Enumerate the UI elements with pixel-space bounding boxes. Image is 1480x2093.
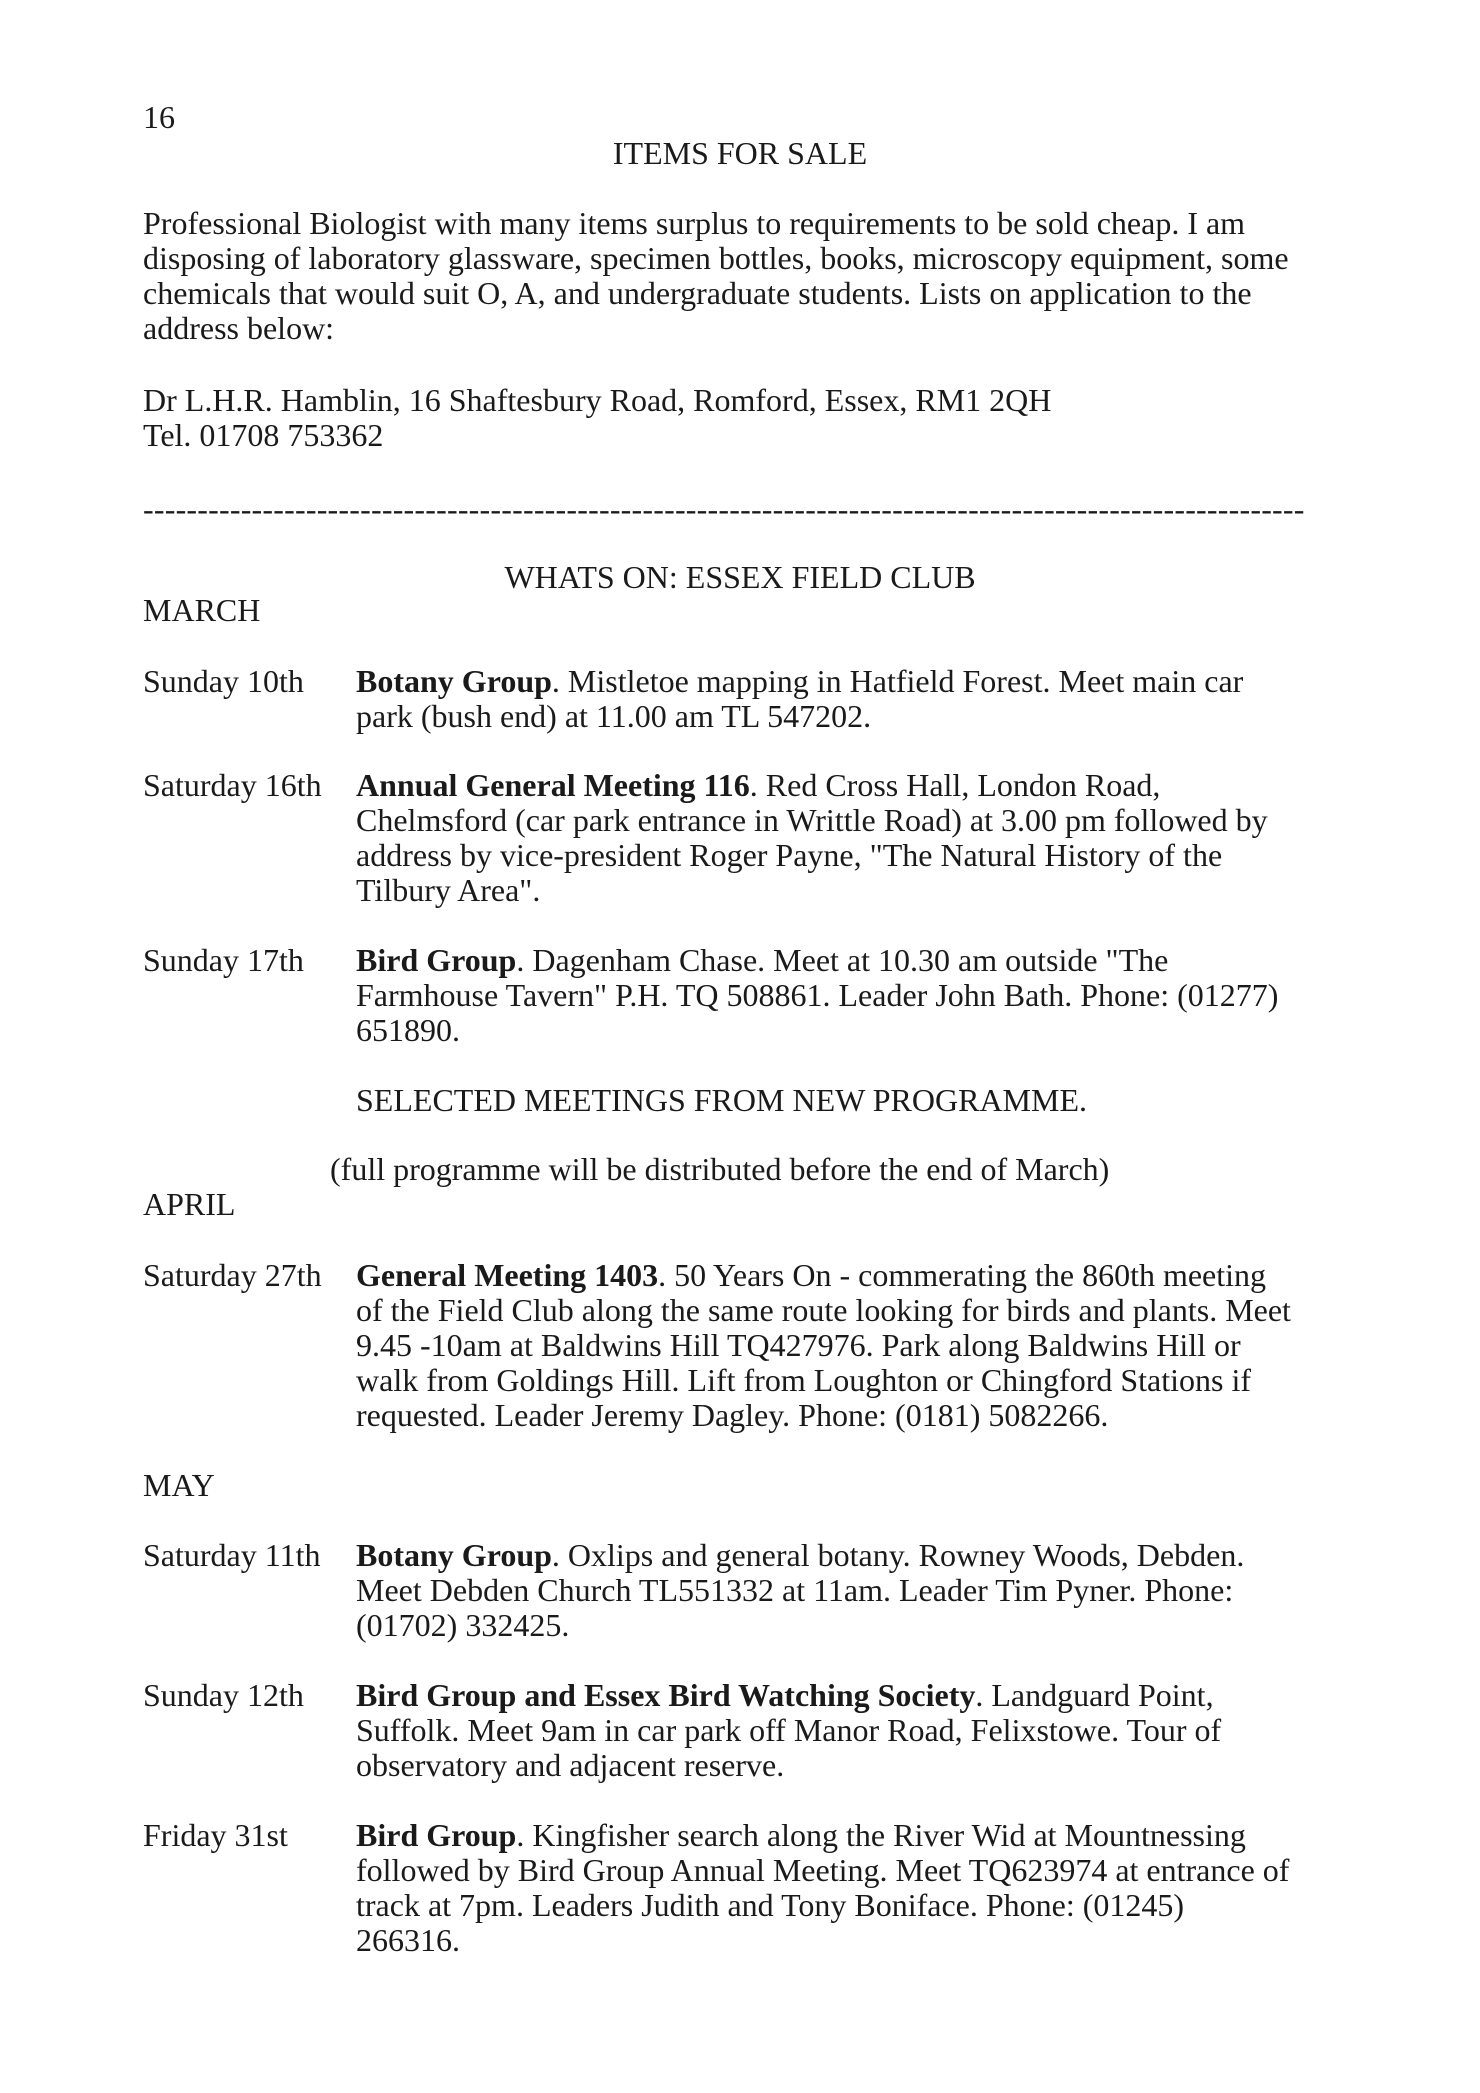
event-description xyxy=(356,1258,1346,1433)
page-number: 16 xyxy=(143,99,175,135)
event-text: track at 7pm. Leaders Judith and Tony Boniface. Phone: (01245) xyxy=(356,1887,1185,1923)
event-text: . Dagenham Chase. Meet at 10.30 am outside "The xyxy=(516,942,1169,978)
event-description xyxy=(356,1678,1346,1783)
selected-meetings-heading: SELECTED MEETINGS FROM NEW PROGRAMME. xyxy=(356,1082,1087,1118)
dashed-divider: ----------------------------------------------------------------------------------------------------------- xyxy=(143,491,1305,527)
event-text: park (bush end) at 11.00 am TL 547202. xyxy=(356,698,872,734)
items-for-sale-paragraph xyxy=(143,206,1343,346)
event-date: Sunday 17th xyxy=(143,942,304,978)
event-description xyxy=(356,1538,1346,1643)
event-text: walk from Goldings Hill. Lift from Loughton or Chingford Stations if xyxy=(356,1362,1252,1398)
event-text: . Mistletoe mapping in Hatfield Forest. Meet main car xyxy=(551,663,1244,699)
event-text: Farmhouse Tavern" P.H. TQ 508861. Leader John Bath. Phone: (01277) xyxy=(356,977,1279,1013)
event-text: (01702) 332425. xyxy=(356,1607,570,1643)
event-text: 651890. xyxy=(356,1012,460,1048)
contact-telephone: Tel. 01708 753362 xyxy=(143,417,384,453)
paragraph-line: Professional Biologist with many items surplus to requirements to be sold cheap. I am xyxy=(143,205,1246,241)
event-date: Saturday 11th xyxy=(143,1537,321,1573)
event-date: Sunday 12th xyxy=(143,1677,304,1713)
event-text: followed by Bird Group Annual Meeting. Meet TQ623974 at entrance of xyxy=(356,1852,1290,1888)
event-text: . Oxlips and general botany. Rowney Woods, Debden. xyxy=(551,1537,1245,1573)
event-description xyxy=(356,943,1346,1048)
event-title: Bird Group and Essex Bird Watching Society xyxy=(356,1677,976,1713)
event-description xyxy=(356,768,1346,908)
event-title: General Meeting 1403 xyxy=(356,1257,659,1293)
event-title: Bird Group xyxy=(356,942,517,978)
event-text: . Red Cross Hall, London Road, xyxy=(749,767,1161,803)
event-date: Sunday 10th xyxy=(143,663,304,699)
event-text: Meet Debden Church TL551332 at 11am. Leader Tim Pyner. Phone: xyxy=(356,1572,1234,1608)
event-title: Botany Group xyxy=(356,1537,552,1573)
event-text: Suffolk. Meet 9am in car park off Manor Road, Felixstowe. Tour of xyxy=(356,1712,1222,1748)
items-for-sale-heading: ITEMS FOR SALE xyxy=(612,135,868,171)
month-heading-may: MAY xyxy=(143,1467,215,1503)
month-heading-march: MARCH xyxy=(143,592,261,628)
event-date: Saturday 27th xyxy=(143,1257,322,1293)
event-text: 266316. xyxy=(356,1922,460,1958)
event-text: of the Field Club along the same route looking for birds and plants. Meet xyxy=(356,1292,1291,1328)
event-text: 9.45 -10am at Baldwins Hill TQ427976. Park along Baldwins Hill or xyxy=(356,1327,1241,1363)
event-text: requested. Leader Jeremy Dagley. Phone: (0181) 5082266. xyxy=(356,1397,1109,1433)
event-title: Annual General Meeting 116 xyxy=(356,767,750,803)
contact-address: Dr L.H.R. Hamblin, 16 Shaftesbury Road, Romford, Essex, RM1 2QH xyxy=(143,382,1052,418)
event-date: Friday 31st xyxy=(143,1817,288,1853)
event-title: Bird Group xyxy=(356,1817,517,1853)
contact-block xyxy=(143,383,1343,453)
event-text: . Landguard Point, xyxy=(975,1677,1214,1713)
selected-meetings-note: (full programme will be distributed before the end of March) xyxy=(330,1151,1110,1187)
event-text: Chelmsford (car park entrance in Writtle Road) at 3.00 pm followed by xyxy=(356,802,1268,838)
paragraph-line: chemicals that would suit O, A, and undergraduate students. Lists on application to the xyxy=(143,275,1252,311)
whats-on-heading: WHATS ON: ESSEX FIELD CLUB xyxy=(504,559,976,595)
event-description xyxy=(356,1818,1346,1958)
event-date: Saturday 16th xyxy=(143,767,322,803)
event-description xyxy=(356,664,1346,734)
event-text: observatory and adjacent reserve. xyxy=(356,1747,785,1783)
event-text: . 50 Years On - commerating the 860th meeting xyxy=(658,1257,1267,1293)
event-text: . Kingfisher search along the River Wid at Mountnessing xyxy=(516,1817,1246,1853)
paragraph-line: disposing of laboratory glassware, specimen bottles, books, microscopy equipment, some xyxy=(143,240,1289,276)
event-title: Botany Group xyxy=(356,663,552,699)
event-text: address by vice-president Roger Payne, "The Natural History of the xyxy=(356,837,1223,873)
event-text: Tilbury Area". xyxy=(356,872,541,908)
month-heading-april: APRIL xyxy=(143,1186,236,1222)
paragraph-line: address below: xyxy=(143,310,335,346)
